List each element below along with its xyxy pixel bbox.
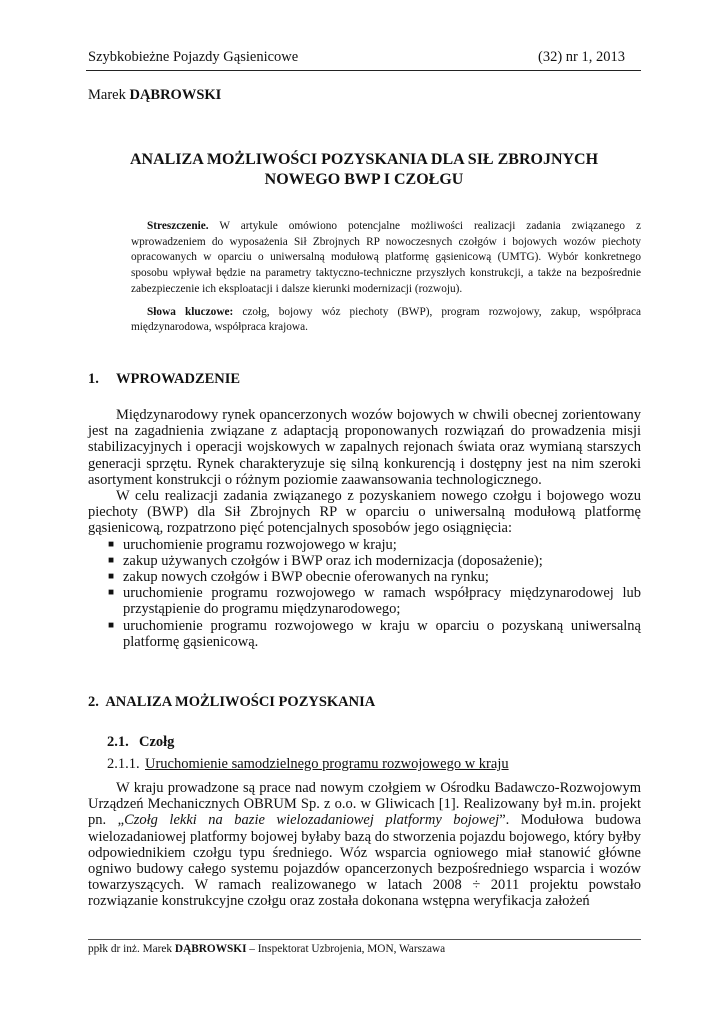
bullet-square-icon: ■: [108, 619, 115, 631]
subsection-2-1-1-heading: [107, 756, 509, 773]
section-1-number: 1.: [88, 371, 99, 387]
section-2-title: ANALIZA MOŻLIWOŚCI POZYSKANIA: [105, 694, 376, 710]
abstract-label: Streszczenie.: [147, 220, 209, 232]
footnote-suffix: – Inspektorat Uzbrojenia, MON, Warszawa: [249, 943, 446, 955]
section-1-heading: [88, 371, 240, 388]
title-line-1: ANALIZA MOŻLIWOŚCI POZYSKANIA DLA SIŁ ZBROJNYCH: [129, 151, 599, 168]
subsection-2-1-title: Czołg: [139, 734, 175, 750]
footer-rule: [88, 939, 641, 940]
list-item: [88, 618, 641, 650]
list-item: [88, 537, 641, 553]
paragraph: [88, 780, 641, 910]
bullet-list: [88, 537, 641, 650]
list-item-text: uruchomienie programu rozwojowego w kraju;: [123, 536, 397, 553]
bullet-square-icon: ■: [108, 571, 115, 583]
bullet-square-icon: ■: [108, 587, 115, 599]
abstract: [131, 219, 641, 336]
subsection-2-1-heading: [107, 734, 174, 751]
keywords-label: Słowa kluczowe:: [147, 305, 234, 318]
list-item-text: uruchomienie programu rozwojowego w ramach współpracy międzynarodowej lub przystąpienie do programu międzynarodowego;: [123, 585, 641, 618]
list-item-text: zakup nowych czołgów i BWP obecnie oferowanych na rynku;: [123, 569, 489, 586]
journal-name: Szybkobieżne Pojazdy Gąsienicowe: [88, 49, 299, 65]
issue-number: (32) nr 1, 2013: [538, 49, 625, 65]
section-2-number: 2.: [88, 694, 99, 710]
abstract-text: W artykule omówiono potencjalne możliwości realizacji zadania związanego z wprowadzeniem do wyposażenia Sił Zbrojnych RP nowoczesnych czołgów i bojowych wozów piechoty opracowanych w oparciu o uniwersalną modułową platformę gąsienicową (UMTG). Wybór konkretnego sposobu wpływał będzie na parametry taktyczno-techniczne przyszłych konstrukcji, a także na bezpośrednie zabezpieczenie ich eksploatacji i dalsze kierunki modernizacji (rozwoju).: [131, 220, 642, 295]
section-2-body: [88, 780, 641, 910]
footnote-prefix: ppłk dr inż. Marek: [88, 943, 173, 955]
paper-title: [86, 150, 642, 190]
paragraph: Międzynarodowy rynek opancerzonych wozów bojowych w chwili obecnej zorientowany jest na zagadnienia związane z adaptacją proponowanych rozwiązań do prowadzenia misji stabilizacyjnych i operacji wojskowych w zapalnych rejonach świata oraz wymianą starszych generacji sprzętu. Rynek charakteryzuje się silną konkurencją i dostępny jest na nim szeroki asortyment konstrukcji o różnym poziomie zaawansowania technologicznego.: [88, 407, 641, 488]
keywords-text: czołg, bojowy wóz piechoty (BWP), program rozwojowy, zakup, współpraca międzynarodowa, współpraca krajowa.: [131, 305, 642, 334]
bullet-square-icon: ■: [108, 538, 115, 550]
section-2-heading: [88, 694, 375, 711]
section-1-body: [88, 407, 641, 650]
footnote: [88, 943, 445, 955]
list-item: [88, 569, 641, 585]
bullet-square-icon: ■: [108, 554, 115, 566]
subsection-2-1-1-number: 2.1.1.: [107, 756, 140, 772]
header-rule: [86, 70, 641, 71]
list-item: [88, 553, 641, 569]
project-name: Czołg lekki na bazie wielozadaniowej platformy bojowej: [124, 812, 500, 829]
list-item: [88, 585, 641, 617]
subsection-2-1-number: 2.1.: [107, 734, 129, 750]
subsection-2-1-1-title: Uruchomienie samodzielnego programu rozwojowego w kraju: [145, 756, 509, 772]
keywords-paragraph: [131, 305, 641, 336]
title-line-2: NOWEGO BWP I CZOŁGU: [264, 171, 464, 188]
paragraph-text: W kraju prowadzone są prace nad nowym czołgiem w Ośrodku Badawczo-Rozwojowym Urządzeń Mechanicznych OBRUM Sp. z o.o. w Gliwicach [1]. Realizowany był m.in. projekt pn. „: [88, 780, 641, 829]
author: [88, 87, 221, 104]
footnote-name: DĄBROWSKI: [174, 943, 247, 955]
author-last-name: DĄBROWSKI: [129, 87, 222, 103]
abstract-paragraph: [131, 219, 641, 298]
author-first-name: Marek: [88, 87, 126, 103]
paragraph-text: ”. Modułowa budowa wielozadaniowej platformy bojowej byłaby bazą do stworzenia pojazdu bojowego, który byłby odpowiednikiem czołgu typu średniego. Wóz wsparcia ogniowego miał stanowić główne ogniwo budowy całego systemu pojazdów opancerzonych bezpośredniego wsparcia i wozów towarzyszących. W ramach realizowanego w latach 2008 ÷ 2011 projektu powstało rozwiązanie konstrukcyjne czołgu oraz została dokonana wstępna weryfikacja założeń: [88, 812, 642, 910]
list-item-text: zakup używanych czołgów i BWP oraz ich modernizacja (doposażenie);: [123, 552, 543, 569]
list-item-text: uruchomienie programu rozwojowego w kraju w oparciu o pozyskaną uniwersalną platformę gąsienicową.: [123, 617, 641, 650]
paragraph: W celu realizacji zadania związanego z pozyskaniem nowego czołgu i bojowego wozu piechoty (BWP) dla Sił Zbrojnych RP w oparciu o uniwersalną modułową platformę gąsienicową, rozpatrzono pięć potencjalnych sposobów jego osiągnięcia:: [88, 488, 641, 537]
section-1-title: WPROWADZENIE: [116, 371, 241, 387]
